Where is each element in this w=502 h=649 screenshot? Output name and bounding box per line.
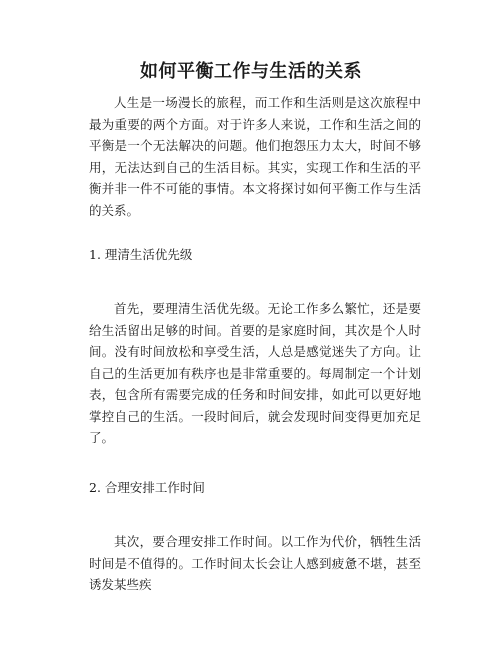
section-2-paragraph: 其次，要合理安排工作时间。以工作为代价，牺牲生活时间是不值得的。工作时间太长会让人感到疲惫不堪，甚至诱发某些疾 (89, 534, 421, 592)
section-1-paragraph: 首先，要理清生活优先级。无论工作多么繁忙，还是要给生活留出足够的时间。首要的是家庭时间，其次是个人时间。没有时间放松和享受生活，人总是感觉迷失了方向。让自己的生活更加有秩序也是非常重要的。每周制定一个计划表，包含所有需要完成的任务和时间安排，如此可以更好地掌控自己的生活。一段时间后，就会发现时间变得更加充足了。 (89, 301, 421, 445)
section-heading-1: 1. 理清生活优先级 (89, 247, 193, 262)
section-heading-2: 2. 合理安排工作时间 (89, 480, 205, 495)
document-title: 如何平衡工作与生活的关系 (140, 61, 362, 82)
intro-paragraph: 人生是一场漫长的旅程，而工作和生活则是这次旅程中最为重要的两个方面。对于许多人来说，工作和生活之间的平衡是一个无法解决的问题。他们抱怨压力太大，时间不够用，无法达到自己的生活目标。其实，实现工作和生活的平衡并非一件不可能的事情。本文将探讨如何平衡工作与生活的关系。 (89, 95, 421, 218)
